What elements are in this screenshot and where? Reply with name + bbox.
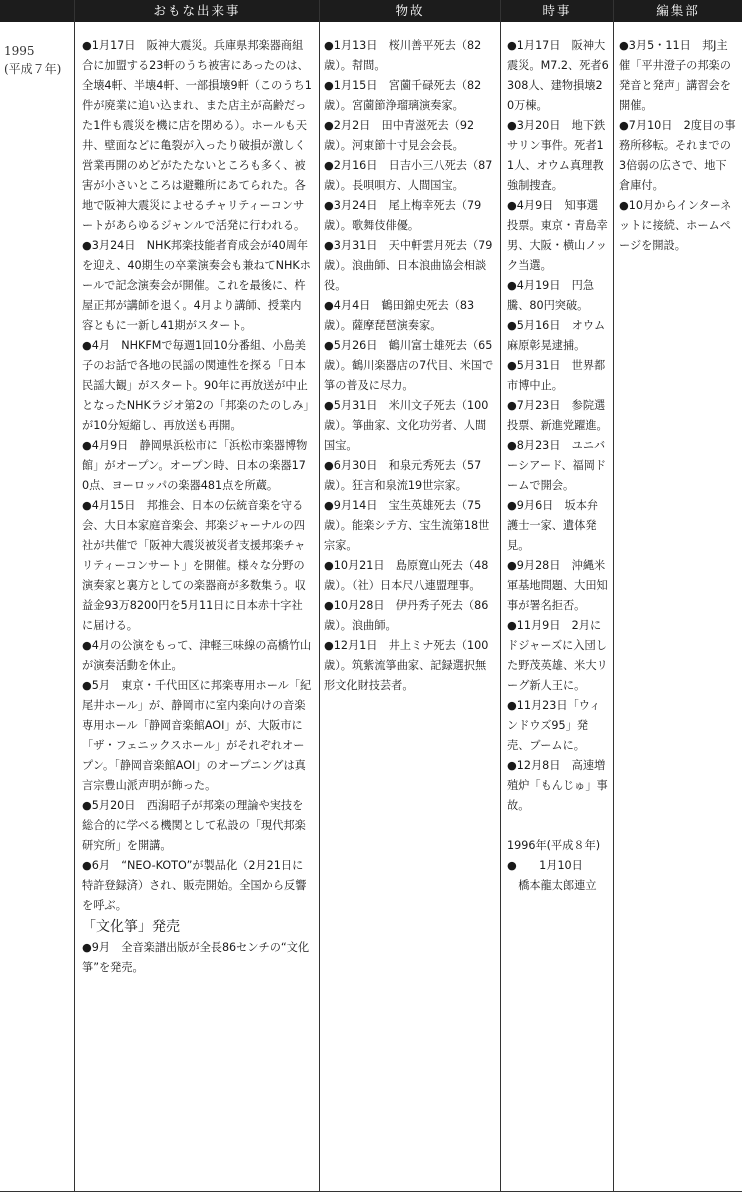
editorial-entry: ●7月10日 2度目の事務所移転。それまでの3倍弱の広さで、地下倉庫付。 [619, 119, 736, 192]
event-entry: ●4月 NHKFMで毎週1回10分番組、小島美子のお話で各地の民謡の関連性を探る「日本民謡大観」がスタート。90年に再放送が中止となったNHKラジオ第2の「邦楽のたのしみ」が10分短縮し、再放送も再開。 [82, 339, 310, 432]
column-divider [613, 0, 614, 1192]
obituary-entry: ●6月30日 和泉元秀死去（57歳）。狂言和泉流19世宗家。 [324, 459, 482, 492]
obituary-entry: ●10月21日 島原寛山死去（48歳）。（社）日本尺八連盟理事。 [324, 559, 489, 592]
obituary-entry: ●12月1日 井上ミナ死去（100歳）。筑紫流箏曲家、記録選択無形文化財技芸者。 [324, 639, 489, 692]
header-obituaries: 物故 [395, 3, 425, 18]
spacer [507, 816, 609, 836]
event-entry: ●4月の公演をもって、津軽三味線の高橋竹山が演奏活動を休止。 [82, 639, 312, 672]
obituary-entry: ●5月26日 鶴川富士雄死去（65歳）。鶴川楽器店の7代目、米国で箏の普及に尽力。 [324, 339, 494, 392]
event-entry: ●6月 “NEO-KOTO”が製品化（2月21日に特許登録済）され、販売開始。全国から反響を呼ぶ。 [82, 859, 307, 912]
current-events-column [507, 36, 609, 896]
current-event-entry: ●8月23日 ユニバーシアード、福岡ドームで開会。 [507, 439, 607, 492]
current-event-entry: ●4月19日 円急騰、80円突破。 [507, 279, 595, 312]
current-event-entry: ●5月16日 オウム麻原彰晃逮捕。 [507, 319, 606, 352]
event-heading: 「文化箏」発売 [82, 919, 180, 935]
current-event-entry: ●7月23日 参院選投票、新進党躍進。 [507, 399, 608, 432]
editorial-column [619, 36, 737, 256]
current-event-entry: ●11月9日 2月にドジャーズに入団した野茂英雄、米大リーグ新人王に。 [507, 619, 608, 692]
event-entry: ●5月 東京・千代田区に邦楽専用ホール「紀尾井ホール」が、静岡市に室内楽向けの音楽専用ホール「静岡音楽館AOI」が、大阪市に「ザ・フェニックスホール」がそれぞれオープン。「静岡音楽館AOI」のオープニングは真言宗豊山派声明が飾った。 [82, 679, 312, 792]
main-events-column [82, 36, 312, 978]
obituary-entry: ●2月2日 田中青滋死去（92歳）。河東節十寸見会会長。 [324, 119, 475, 152]
obituary-entry: ●2月16日 日吉小三八死去（87歳）。長唄唄方、人間国宝。 [324, 159, 493, 192]
obituary-entry: ●1月13日 桜川善平死去（82歳）。幇間。 [324, 39, 482, 72]
obituary-entry: ●4月4日 鶴田錦史死去（83歳）。薩摩琵琶演奏家。 [324, 299, 475, 332]
obituary-entry: ●3月31日 天中軒雲月死去（79歳）。浪曲師、日本浪曲協会相談役。 [324, 239, 493, 292]
header-editorial: 編集部 [656, 3, 700, 18]
year-era: (平成７年) [4, 62, 62, 76]
column-divider [319, 0, 320, 1192]
current-event-entry: 橋本龍太郎連立 [507, 879, 597, 892]
header-current-events: 時事 [542, 3, 572, 18]
current-event-entry: ●5月31日 世界都市博中止。 [507, 359, 606, 392]
editorial-entry: ●3月5・11日 邦J主催「平井澄子の邦楽の発音と発声」講習会を開催。 [619, 39, 731, 112]
obituary-entry: ●9月14日 宝生英雄死去（75歳）。能楽シテ方、宝生流第18世宗家。 [324, 499, 490, 552]
event-entry: ●9月 全音楽譜出版が全長86センチの“文化箏”を発売。 [82, 941, 310, 974]
editorial-entry: ●10月からインターネットに接続、ホームページを開設。 [619, 199, 732, 252]
current-event-entry: ●4月9日 知事選投票。東京・青島幸男、大阪・横山ノック当選。 [507, 199, 608, 272]
obituary-entry: ●10月28日 伊丹秀子死去（86歳）。浪曲師。 [324, 599, 489, 632]
obituary-entry: ●1月15日 宮薗千碌死去（82歳）。宮薗節浄瑠璃演奏家。 [324, 79, 482, 112]
current-event-entry: ●3月20日 地下鉄サリン事件。死者11人、オウム真理教強制捜査。 [507, 119, 606, 192]
current-event-entry: ●11月23日「ウィンドウズ95」発売、ブームに。 [507, 699, 601, 752]
column-divider [500, 0, 501, 1192]
column-divider [74, 0, 75, 1192]
event-entry: ●3月24日 NHK邦楽技能者育成会が40周年を迎え、40期生の卒業演奏会も兼ねてNHKホールで記念演奏会が開催。これを最後に、杵屋正邦が講師を退く。4月より講師、授業内容ともに一新し41期がスタート。 [82, 239, 311, 332]
current-event-entry: ●1月17日 阪神大震災。M7.2、死者6308人、建物損壊20万棟。 [507, 39, 609, 112]
event-entry: ●4月9日 静岡県浜松市に「浜松市楽器博物館」がオープン。オープン時、日本の楽器170点、ヨーロッパの楽器481点を所蔵。 [82, 439, 308, 492]
obituary-entry: ●3月24日 尾上梅幸死去（79歳）。歌舞伎俳優。 [324, 199, 482, 232]
year-western: 1995 [4, 44, 35, 58]
obituary-entry: ●5月31日 米川文子死去（100歳）。箏曲家、文化功労者、人間国宝。 [324, 399, 489, 452]
table-header [0, 0, 742, 22]
obituaries-column [324, 36, 496, 696]
event-entry: ●5月20日 西潟昭子が邦楽の理論や実技を総合的に学べる機関として私設の「現代邦楽研究所」を開講。 [82, 799, 306, 852]
year-label [4, 42, 74, 78]
current-event-entry: ●9月6日 坂本弁護士一家、遺体発見。 [507, 499, 599, 552]
header-main-events: おもな出来事 [153, 3, 241, 18]
current-event-entry: ● 1月10日 [507, 859, 583, 872]
next-year-label: 1996年(平成８年) [507, 839, 601, 852]
current-event-entry: ●9月28日 沖縄米軍基地問題、大田知事が署名拒否。 [507, 559, 608, 612]
event-entry: ●1月17日 阪神大震災。兵庫県邦楽器商組合に加盟する23軒のうち被害にあったのは、全壊4軒、半壊4軒、一部損壊9軒（このうち1件が廃業に追い込まれ、また店主が高齢だった1件も震災を機に店を閉める）。ホールも天井、壁面などに亀裂が入ったり破損が激しく営業再開のめどがたたないところも多く、被害が小さいところは避難所にあてられた。各地で阪神大震災によせるチャリティーコンサートがあらゆるジャンルで活発に行われる。 [82, 39, 312, 232]
event-entry: ●4月15日 邦推会、日本の伝統音楽を守る会、大日本家庭音楽会、邦楽ジャーナルの四社が共催で「阪神大震災被災者支援邦楽チャリティーコンサート」を開催。様々な分野の演奏家と裏方としての楽器商が多数集う。収益金93万8200円を5月11日に日本赤十字社に届ける。 [82, 499, 306, 632]
current-event-entry: ●12月8日 高速増殖炉「もんじゅ」事故。 [507, 759, 608, 812]
